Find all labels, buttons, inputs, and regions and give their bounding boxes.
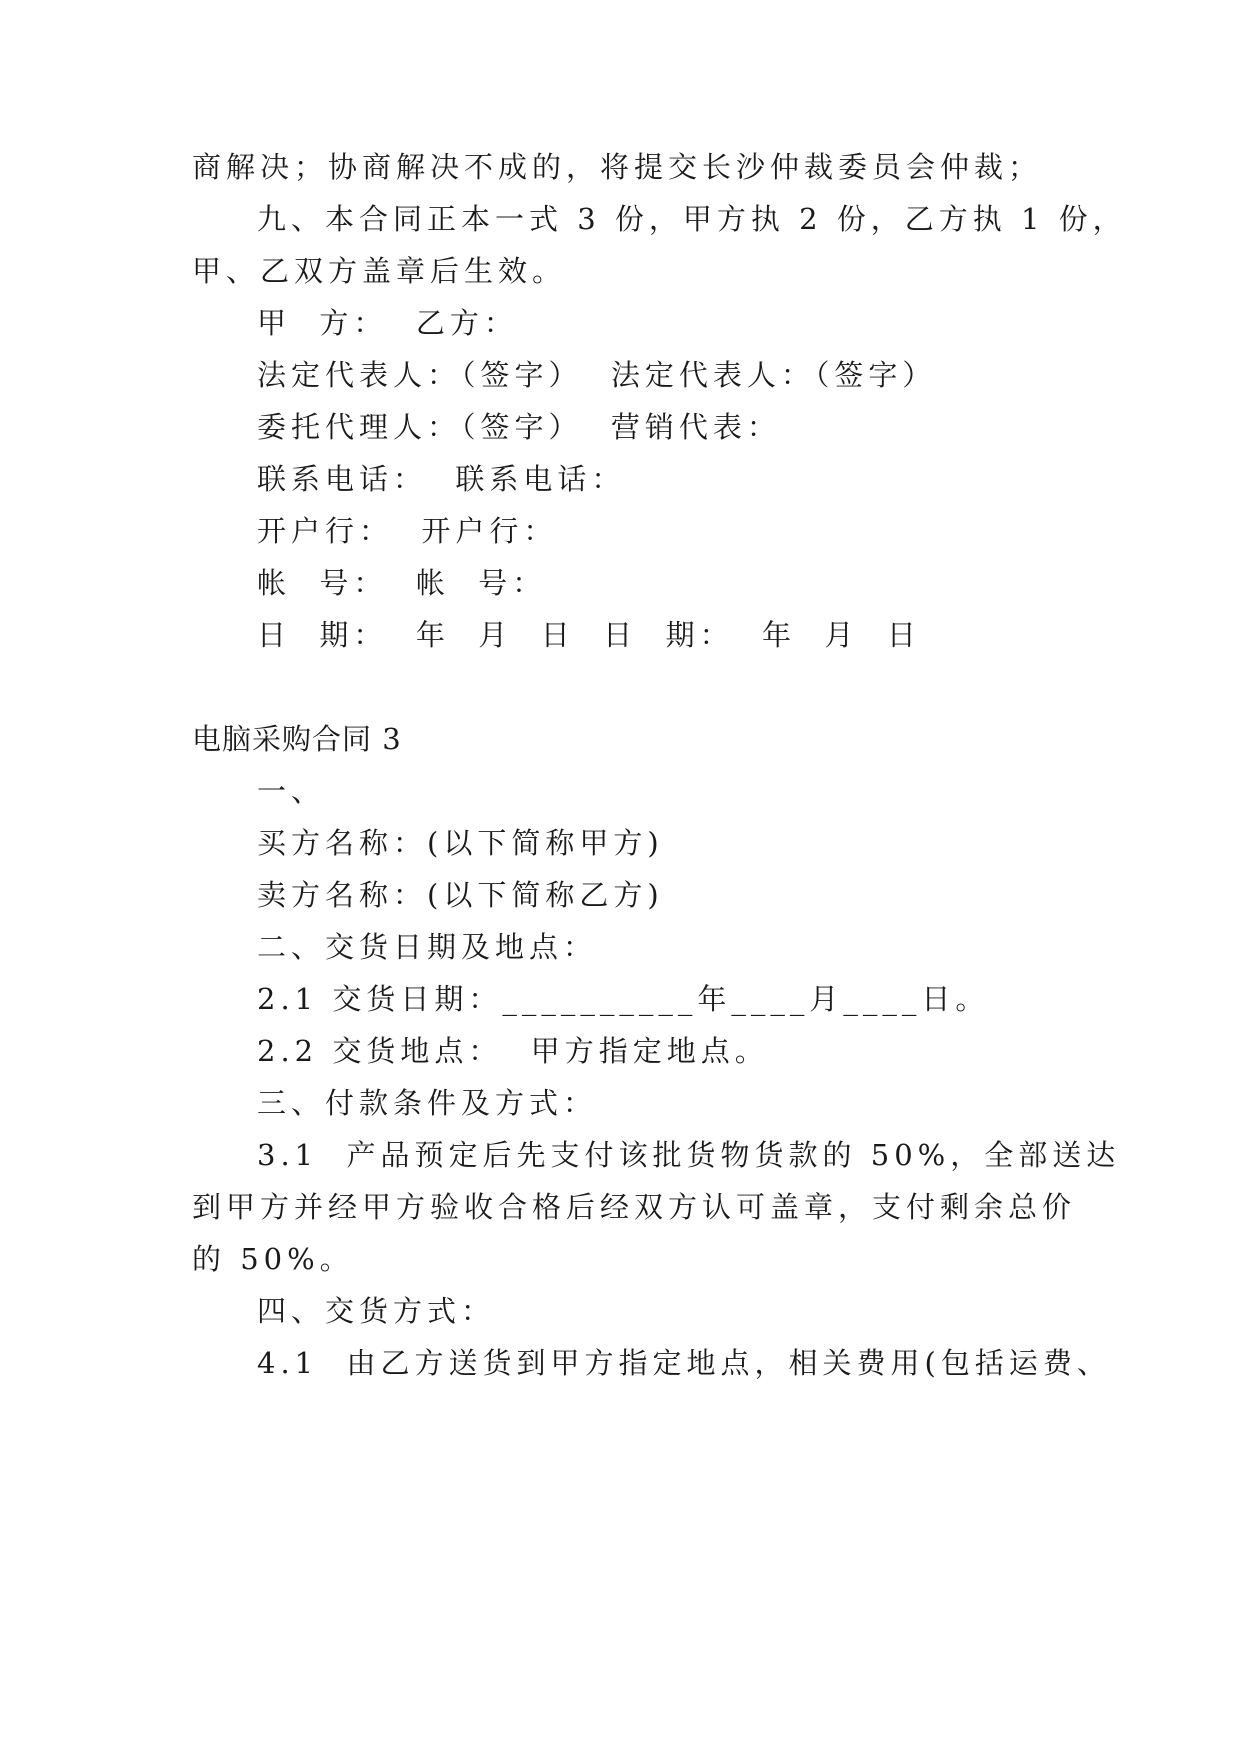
signature-date: 日 期： 年 月 日 日 期： 年 月 日 [257, 618, 921, 652]
section-heading: 电脑采购合同 3 [192, 722, 402, 756]
clause-2-1: 2.1 交货日期：__________年____月____日。 [257, 982, 990, 1016]
clause-1: 一、 [257, 774, 326, 808]
clause-4-1: 4.1 由乙方送货到甲方指定地点，相关费用(包括运费、 [257, 1346, 1111, 1380]
clause-3: 三、付款条件及方式： [257, 1086, 598, 1120]
clause-3-1-line-2: 到甲方并经甲方验收合格后经双方认可盖章，支付剩余总价 [192, 1190, 1077, 1224]
seller-name: 卖方名称：(以下简称乙方) [257, 878, 664, 912]
clause-4: 四、交货方式： [257, 1294, 496, 1328]
clause-3-1-line-3: 的 50%。 [192, 1242, 354, 1276]
signature-party-labels: 甲 方： 乙方： [257, 306, 518, 340]
text-line-3: 甲、乙双方盖章后生效。 [192, 254, 567, 288]
text-line-2: 九、本合同正本一式 3 份，甲方执 2 份，乙方执 1 份， [257, 202, 1127, 236]
signature-phone: 联系电话： 联系电话： [257, 462, 626, 496]
signature-bank: 开户行： 开户行： [257, 514, 558, 548]
buyer-name: 买方名称：(以下简称甲方) [257, 826, 664, 860]
signature-legal-rep: 法定代表人：（签字） 法定代表人：（签字） [257, 358, 937, 392]
signature-agent: 委托代理人：（签字） 营销代表： [257, 410, 781, 444]
text-line-1: 商解决；协商解决不成的，将提交长沙仲裁委员会仲裁； [192, 150, 1043, 184]
clause-2: 二、交货日期及地点： [257, 930, 598, 964]
signature-account: 帐 号： 帐 号： [257, 566, 547, 600]
clause-3-1-line-1: 3.1 产品预定后先支付该批货物货款的 50%，全部送达 [257, 1138, 1121, 1172]
clause-2-2: 2.2 交货地点： 甲方指定地点。 [257, 1034, 769, 1068]
